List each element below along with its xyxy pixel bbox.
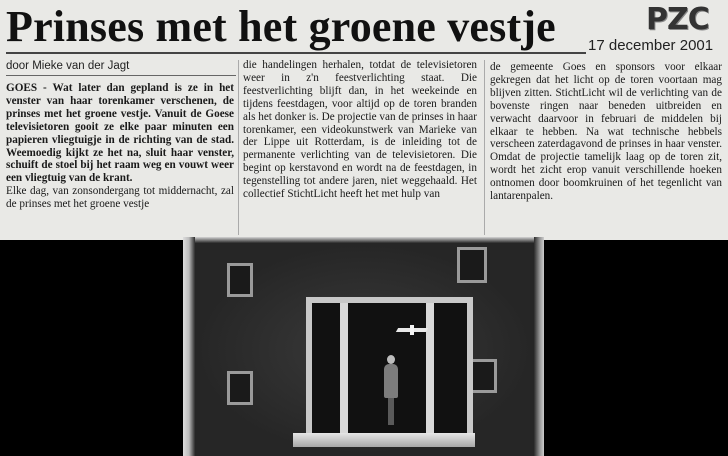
headline-rule bbox=[6, 52, 586, 54]
window-mullion bbox=[426, 303, 434, 443]
paper-plane-icon bbox=[397, 325, 427, 335]
photo-edge bbox=[183, 237, 544, 243]
column-divider bbox=[238, 60, 239, 235]
tower-window-icon bbox=[227, 371, 253, 405]
article-column-2 bbox=[243, 59, 477, 201]
article-photo bbox=[183, 237, 544, 456]
article-paragraph: Elke dag, van zonsondergang tot middernacht, zal de prinses met het groene vestje bbox=[6, 185, 234, 211]
column-divider bbox=[484, 60, 485, 235]
article-paragraph: de gemeente Goes en sponsors voor elkaar gekregen dat het licht op de toren voortaan mag blijven zitten. StichtLicht wil de verlichting van de bovenste ringen naar beneden uitbreiden en verwacht daarvoor in februari de middelen bij elkaar te hebben. Na wat technische hebbels verscheen zaterdagavond de prinses in haar venster. Omdat de projectie tamelijk laag op de toren zit, wordt het zicht erop vanuit verschillende hoeken ontnomen door boomkruinen of het tegenlicht van lantarenpalen. bbox=[490, 61, 722, 203]
window-mullion bbox=[340, 303, 348, 443]
article-column-3 bbox=[490, 61, 722, 203]
publication-logo: PZC bbox=[646, 2, 709, 37]
article-paragraph: die handelingen herhalen, totdat de televisietoren weer in z'n feestverlichting staat. Die feestverlichting blijft dan, in het weekeinde en tijdens feestdagen, voor altijd op de toren branden als het donker is. De projectie van de prinses in haar torenkamer, een videokunstwerk van Marieke van der Lippe uit Rotterdam, is de inleiding tot de permanente verlichting van de televisietoren. Die begint op kerstavond en wordt na de feestdagen, in tegenstelling tot andere jaren, niet weggehaald. Het collectief StichtLicht heeft het met hulp van bbox=[243, 59, 477, 201]
photo-edge bbox=[183, 237, 195, 456]
byline-rule bbox=[6, 75, 236, 76]
princess-figure-icon bbox=[383, 355, 399, 425]
tower-window-icon bbox=[457, 247, 487, 283]
article-lead: GOES - Wat later dan gepland is ze in het venster van haar torenkamer verschenen, de prinses met het groene vestje. Vanuit de Goese televisietoren gooit ze elke paar minuten een papieren vliegtuigje in de richting van de stad. Weemoedig kijkt ze het na, sluit haar venster, schuift de stoel bij het raam weg en vouwt weer een vliegtuig van de krant. bbox=[6, 82, 234, 185]
publication-date: 17 december 2001 bbox=[588, 37, 714, 54]
byline: door Mieke van der Jagt bbox=[6, 60, 130, 72]
headline: Prinses met het groene vestje bbox=[6, 2, 556, 51]
article-column-1 bbox=[6, 82, 234, 211]
window-sill bbox=[293, 433, 475, 447]
photo-edge bbox=[534, 237, 544, 456]
tower-window-icon bbox=[227, 263, 253, 297]
